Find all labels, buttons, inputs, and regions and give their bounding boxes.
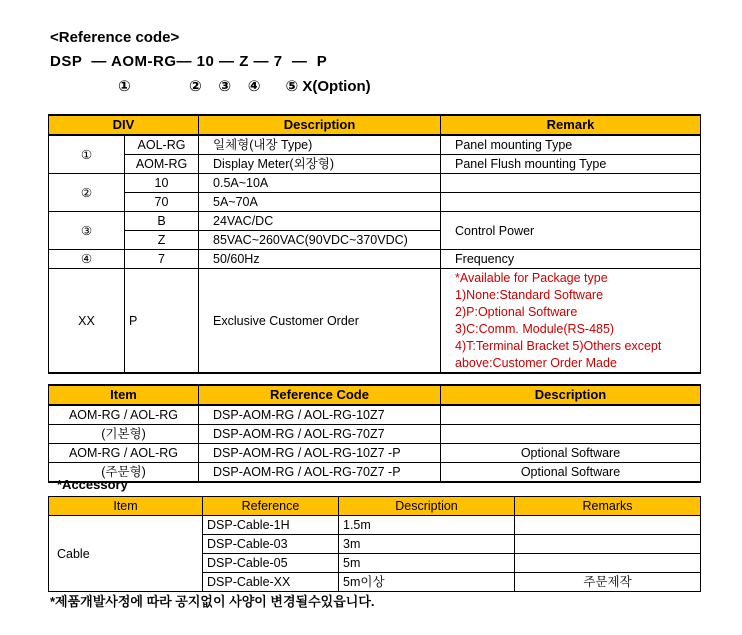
remarks-cell (515, 535, 701, 554)
remark-line: 1)None:Standard Software (455, 288, 604, 302)
table-row (49, 463, 701, 483)
accessory-table (48, 496, 701, 592)
header-item: Item (49, 497, 203, 516)
reference-cell: DSP-Cable-1H (203, 516, 339, 535)
description-cell: 0.5A~10A (199, 174, 441, 193)
description-cell (441, 425, 701, 444)
div-code: AOM-RG (125, 155, 199, 174)
reference-cell: DSP-Cable-05 (203, 554, 339, 573)
description-cell: 50/60Hz (199, 250, 441, 269)
div-number: ④ (49, 250, 125, 269)
spec-table-header (49, 115, 701, 135)
table-row (49, 405, 701, 425)
accessory-title: *Accessory (57, 477, 128, 492)
remark-cell: Panel mounting Type (441, 135, 701, 155)
remark-cell (441, 174, 701, 193)
reference-code-cell: DSP-AOM-RG / AOL-RG-70Z7 -P (199, 463, 441, 483)
item-subtype: (기본형) (49, 425, 199, 444)
header-div: DIV (49, 115, 199, 135)
table-row (49, 269, 701, 374)
remark-line: 2)P:Optional Software (455, 305, 578, 319)
description-cell: 5m (339, 554, 515, 573)
package-options-remark (441, 269, 701, 374)
div-code: Z (125, 231, 199, 250)
remark-cell (441, 193, 701, 212)
description-cell: 24VAC/DC (199, 212, 441, 231)
div-code: B (125, 212, 199, 231)
table-row (49, 135, 701, 155)
header-reference-code: Reference Code (199, 385, 441, 405)
reference-code-pattern: DSP — AOM-RG— 10 — Z — 7 — P (50, 53, 328, 70)
div-number: ③ (49, 212, 125, 250)
div-number: ① (49, 135, 125, 174)
div-number: ② (49, 174, 125, 212)
reference-cell: DSP-Cable-03 (203, 535, 339, 554)
remark-line: 4)T:Terminal Bracket 5)Others except (455, 339, 662, 353)
remark-line: *Available for Package type (455, 271, 608, 285)
description-cell: Exclusive Customer Order (199, 269, 441, 374)
description-cell: 3m (339, 535, 515, 554)
description-cell: 1.5m (339, 516, 515, 535)
accessory-table-header (49, 497, 701, 516)
remark-line: 3)C:Comm. Module(RS-485) (455, 322, 615, 336)
accessory-item: Cable (49, 516, 203, 592)
div-code: P (125, 269, 199, 374)
spec-table (48, 114, 701, 374)
table-row (49, 516, 701, 535)
remark-cell: Frequency (441, 250, 701, 269)
description-cell: Optional Software (441, 444, 701, 463)
remarks-cell: 주문제작 (515, 573, 701, 592)
div-code: AOL-RG (125, 135, 199, 155)
reference-code-title: <Reference code> (50, 29, 180, 46)
remark-cell: Panel Flush mounting Type (441, 155, 701, 174)
remarks-cell (515, 516, 701, 535)
div-xx: XX (49, 269, 125, 374)
reference-code-cell: DSP-AOM-RG / AOL-RG-70Z7 (199, 425, 441, 444)
spec-change-notice: *제품개발사정에 따라 공지없이 사양이 변경될수있읍니다. (50, 594, 375, 609)
remark-line: above:Customer Order Made (455, 356, 617, 370)
header-description: Description (339, 497, 515, 516)
description-cell: 5A~70A (199, 193, 441, 212)
header-remark: Remark (441, 115, 701, 135)
header-remarks: Remarks (515, 497, 701, 516)
reference-cell: DSP-Cable-XX (203, 573, 339, 592)
description-cell: Display Meter(외장형) (199, 155, 441, 174)
div-code: 70 (125, 193, 199, 212)
table-row (49, 155, 701, 174)
remarks-cell (515, 554, 701, 573)
description-cell: Optional Software (441, 463, 701, 483)
table-row (49, 444, 701, 463)
description-cell: 일체형(내장 Type) (199, 135, 441, 155)
item-name: AOM-RG / AOL-RG (49, 405, 199, 425)
item-subtype: (주문형) (49, 463, 199, 483)
div-code: 7 (125, 250, 199, 269)
description-cell: 85VAC~260VAC(90VDC~370VDC) (199, 231, 441, 250)
reference-code-cell: DSP-AOM-RG / AOL-RG-10Z7 (199, 405, 441, 425)
table-row (49, 193, 701, 212)
reference-table-header (49, 385, 701, 405)
table-row (49, 250, 701, 269)
reference-code-table (48, 384, 701, 483)
description-cell: 5m이상 (339, 573, 515, 592)
header-reference: Reference (203, 497, 339, 516)
description-cell (441, 405, 701, 425)
table-row (49, 174, 701, 193)
table-row (49, 212, 701, 231)
header-description: Description (441, 385, 701, 405)
header-item: Item (49, 385, 199, 405)
table-row (49, 425, 701, 444)
remark-cell: Control Power (441, 212, 701, 250)
item-name: AOM-RG / AOL-RG (49, 444, 199, 463)
reference-code-cell: DSP-AOM-RG / AOL-RG-10Z7 -P (199, 444, 441, 463)
header-description: Description (199, 115, 441, 135)
div-code: 10 (125, 174, 199, 193)
reference-code-index: ① ② ③ ④ ⑤ X(Option) (118, 78, 371, 95)
